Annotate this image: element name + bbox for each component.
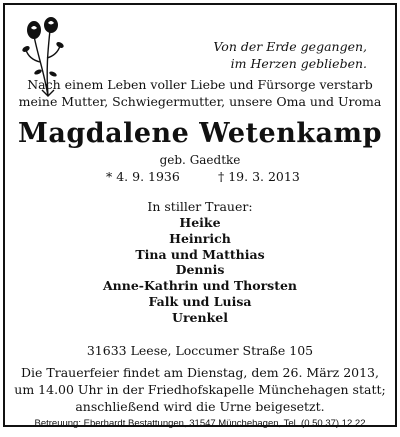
birth-date: * 4. 9. 1936 [106, 169, 180, 184]
funeral-home-footer: Betreuung: Eberhardt Bestattungen, 31547 Münchehagen, Tel. (0 50 37) 12 22 [34, 418, 366, 429]
ceremony-line-2: um 14.00 Uhr in der Friedhofskapelle Münchehagen statt; [14, 382, 386, 397]
quote-line-2: im Herzen geblieben. [230, 56, 367, 71]
intro-line-2: meine Mutter, Schwiegermutter, unsere Oma und Uroma [18, 94, 382, 109]
quote [213, 38, 367, 72]
ceremony-line-1: Die Trauerfeier findet am Dienstag, dem 26. März 2013, [21, 365, 379, 380]
quote-line-1: Von der Erde gegangen, [213, 39, 367, 54]
intro-text [0, 76, 400, 110]
mourner-name: Urenkel [172, 309, 228, 325]
intro-line-1: Nach einem Leben voller Liebe und Fürsorge verstarb [27, 77, 373, 92]
ceremony-line-3: anschließend wird die Urne beigesetzt. [75, 399, 325, 414]
mourner-name: Heike [179, 215, 221, 230]
mourner-name: Anne-Kathrin und Thorsten [102, 278, 298, 294]
mourner-name: Falk und Luisa [148, 293, 252, 309]
mourner-name: Heinrich [169, 230, 231, 246]
mourner-name: Dennis [175, 262, 225, 278]
address: 31633 Leese, Loccumer Straße 105 [86, 343, 314, 358]
mourning-heading: In stiller Trauer: [147, 199, 253, 214]
deceased-name: Magdalene Wetenkamp [17, 118, 382, 149]
mourner-name: Tina und Matthias [135, 246, 265, 262]
death-date: † 19. 3. 2013 [218, 169, 300, 184]
ceremony-info [0, 364, 400, 415]
maiden-name: geb. Gaedtke [159, 153, 241, 167]
mourner-list [0, 215, 400, 326]
